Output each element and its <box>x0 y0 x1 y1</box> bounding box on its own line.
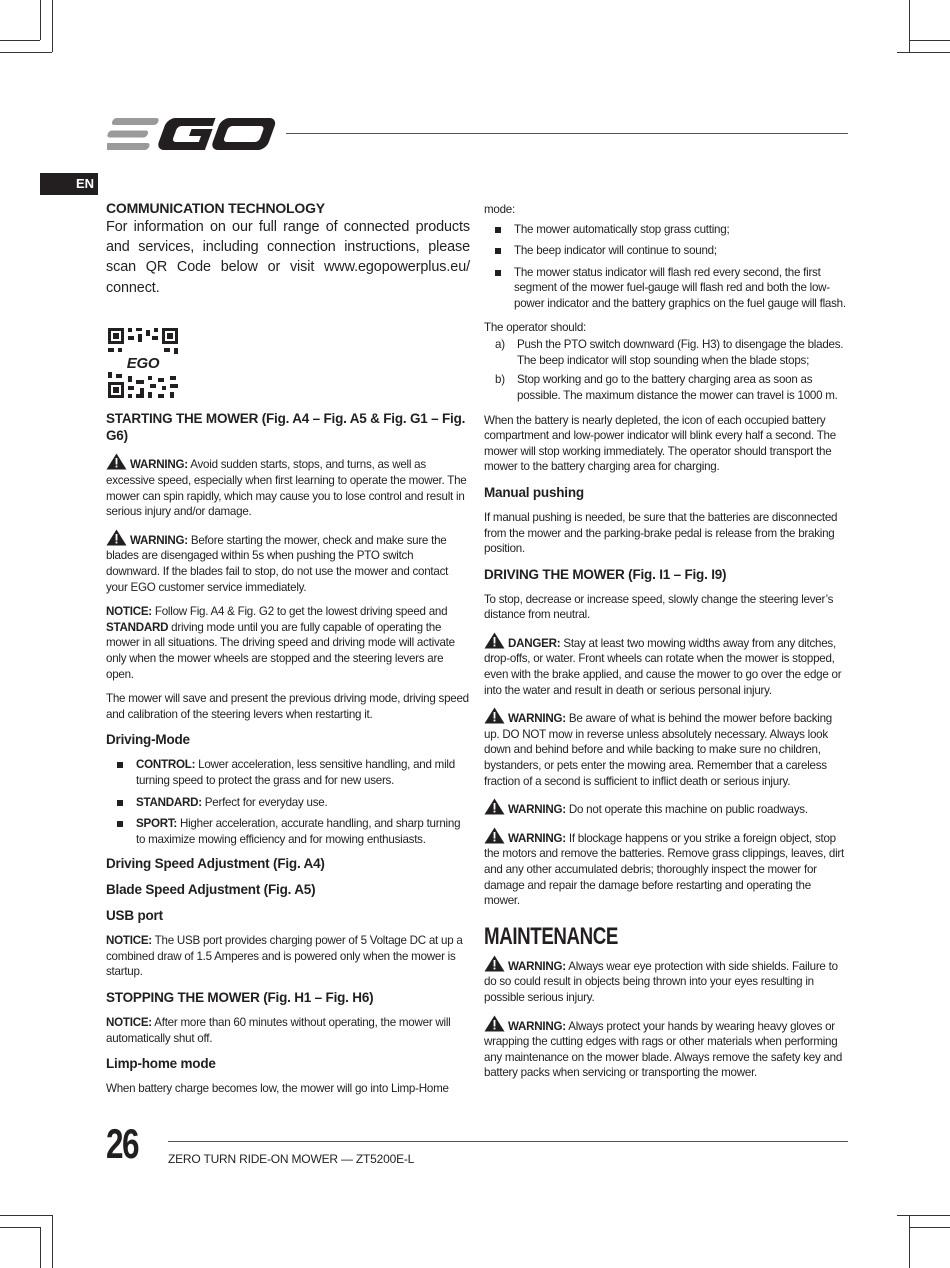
list-item: The mower automatically stop grass cutting; <box>484 222 848 238</box>
crop-mark <box>0 1215 52 1216</box>
crop-mark <box>897 1215 950 1216</box>
notice-text: driving mode until you are fully capable of operating the mower in all situations. The driving speed and driving mode will activate only when the mower wheels are stopped and the steering levers are open. <box>106 620 455 681</box>
warning-label: WARNING: <box>130 458 188 472</box>
list-item <box>106 757 470 788</box>
left-column <box>106 200 470 1106</box>
notice-label: NOTICE: <box>106 605 152 619</box>
driving-mode-list <box>106 757 470 847</box>
crop-mark <box>0 40 40 41</box>
drive-speed-heading: Driving Speed Adjustment (Fig. A4) <box>106 856 325 872</box>
qr-code <box>106 326 180 400</box>
crop-mark <box>909 1227 950 1228</box>
driving-text: To stop, decrease or increase speed, slowly change the steering lever’s distance from neutral. <box>484 592 834 622</box>
warning-label: WARNING: <box>508 1019 566 1033</box>
warning-label: WARNING: <box>130 533 188 547</box>
danger-label: DANGER: <box>508 636 561 650</box>
danger-text: Stay at least two mowing widths away from any ditches, drop-offs, or water. Front wheels can rotate when the mower is stopped, even with the brake applied, and cause the mower to go over the edge or into the water and result in death or serious personal injury. <box>484 636 842 697</box>
step-marker: a) <box>495 338 505 352</box>
right-column <box>484 202 848 1090</box>
usb-heading: USB port <box>106 908 163 924</box>
page-number: 26 <box>106 1120 139 1167</box>
warning-label: WARNING: <box>508 712 566 726</box>
blade-speed-heading: Blade Speed Adjustment (Fig. A5) <box>106 882 316 898</box>
warning-triangle-icon <box>484 1015 505 1032</box>
warning-triangle-icon <box>484 798 505 815</box>
crop-mark <box>909 0 910 52</box>
driving-heading: DRIVING THE MOWER (Fig. I1 – Fig. I9) <box>484 566 727 582</box>
warning-label: WARNING: <box>508 831 566 845</box>
notice-label: NOTICE: <box>106 1016 152 1030</box>
warning-triangle-icon <box>484 827 505 844</box>
warning-label: WARNING: <box>508 803 566 817</box>
mode-text: Higher acceleration, accurate handling, and sharp turning to maximize mowing efficiency and for mowing enthusiasts. <box>136 817 461 846</box>
notice-text: The USB port provides charging power of 5 Voltage DC at up a combined draw of 1.5 Amperes and is powered only when the mower is startup. <box>106 934 463 979</box>
warning-text: If blockage happens or you strike a foreign object, stop the motors and remove the batteries. Remove grass clippings, leaves, dirt and any other accumulated debris; thoroughly inspect the mower for damage and repair the damage before restarting and operating the mower. <box>484 831 845 908</box>
warning-text: Do not operate this machine on public roadways. <box>565 803 808 817</box>
notice-paragraph <box>106 933 470 980</box>
warning-paragraph <box>484 798 848 818</box>
ego-logo <box>107 114 277 154</box>
manual-heading: Manual pushing <box>484 484 584 500</box>
list-item: The beep indicator will continue to sound; <box>484 243 848 259</box>
notice-paragraph <box>106 604 470 682</box>
warning-paragraph <box>484 827 848 909</box>
manual-text: If manual pushing is needed, be sure that the batteries are disconnected from the mower and the parking-brake pedal is release from the braking position. <box>484 510 838 556</box>
mode-label: STANDARD: <box>136 795 202 809</box>
warning-text: Always wear eye protection with side shields. Failure to do so could result in objects being thrown into your eyes resulting in possible serious injury. <box>484 959 838 1004</box>
warning-text: Avoid sudden starts, stops, and turns, as well as excessive speed, especially when first learning to operate the mower. The mower can spin rapidly, which may cause you to lose control and result in serious injury and/or damage. <box>106 458 467 519</box>
step-text: Push the PTO switch downward (Fig. H3) to disengage the blades. The beep indicator will stop sounding when the blade stops; <box>517 338 844 367</box>
crop-mark <box>40 1227 41 1268</box>
warning-text: Always protect your hands by wearing heavy gloves or wrapping the cutting edges with rags or other materials when performing any maintenance on the mower blade. Always remove the safety key and battery packs when servicing or transporting the mower. <box>484 1019 843 1080</box>
warning-triangle-icon <box>484 955 505 972</box>
crop-mark <box>909 1215 910 1268</box>
driving-mode-heading: Driving-Mode <box>106 732 190 748</box>
limp-text: When battery charge becomes low, the mower will go into Limp-Home <box>106 1082 449 1096</box>
operator-should: The operator should: <box>484 320 586 334</box>
notice-text: Follow Fig. A4 & Fig. G2 to get the lowest driving speed and <box>151 605 448 619</box>
footer-rule <box>168 1141 848 1142</box>
maintenance-heading: MAINTENANCE <box>484 922 619 950</box>
mode-cont: mode: <box>484 203 515 216</box>
notice-label: NOTICE: <box>106 934 152 948</box>
mode-label: SPORT: <box>136 817 178 831</box>
crop-mark <box>52 0 53 52</box>
warning-paragraph <box>484 955 848 1006</box>
stopping-heading: STOPPING THE MOWER (Fig. H1 – Fig. H6) <box>106 990 374 1006</box>
mode-label: CONTROL: <box>136 758 196 772</box>
warning-text: Be aware of what is behind the mower before backing up. DO NOT mow in reverse unless absolutely necessary. Always look down and behind before and while backing to make sure no children, bystanders, or pets enter the mowing area. Remember that a careless fraction of a second is sufficient to inflict death or serious injury. <box>484 712 832 788</box>
depleted-text: When the battery is nearly depleted, the icon of each occupied battery compartment and low-power indicator will blink every half a second. The mower will stop working immediately. The operator should transport the mower to the battery charging area for charging. <box>484 413 836 474</box>
warning-label: WARNING: <box>508 959 566 973</box>
warning-triangle-icon <box>484 707 505 724</box>
crop-mark <box>909 40 950 41</box>
warning-paragraph <box>484 1015 848 1081</box>
step-marker: b) <box>495 373 505 387</box>
danger-paragraph <box>484 632 848 698</box>
warning-text: Before starting the mower, check and make sure the blades are disengaged within 5s when pushing the PTO switch downward. If the blades fail to stop, do not use the mower and contact your EGO customer service immediately. <box>106 533 449 594</box>
list-item: The mower status indicator will flash red every second, the first segment of the mower fuel-gauge will flash red and both the low-power indicator and the battery graphics on the fuel gauge will flash. <box>484 265 848 312</box>
notice-text: After more than 60 minutes without operating, the mower will automatically shut off. <box>106 1016 451 1045</box>
crop-mark <box>0 52 52 53</box>
crop-mark <box>0 1227 40 1228</box>
mode-text: Perfect for everyday use. <box>201 795 328 809</box>
limp-list <box>484 222 848 312</box>
list-item <box>484 337 848 368</box>
save-paragraph: The mower will save and present the previous driving mode, driving speed and calibration of the steering levers when restarting it. <box>106 692 469 721</box>
warning-triangle-icon <box>106 453 127 470</box>
notice-standard: STANDARD <box>106 620 169 634</box>
warning-paragraph <box>106 453 470 519</box>
language-tab: EN <box>40 173 98 195</box>
limp-heading: Limp-home mode <box>106 1056 216 1072</box>
comm-text: For information on our full range of connected products and services, including connection instructions, please scan QR Code below or visit www.egopowerplus.eu/ connect. <box>106 219 470 296</box>
warning-paragraph <box>106 529 470 595</box>
crop-mark <box>52 1215 53 1268</box>
list-item <box>106 795 470 811</box>
step-text: Stop working and go to the battery charging area as soon as possible. The maximum distance the mower can travel is 1000 m. <box>517 373 838 402</box>
header-rule <box>286 133 848 134</box>
list-item <box>106 816 470 847</box>
starting-heading: STARTING THE MOWER (Fig. A4 – Fig. A5 & Fig. G1 – Fig. G6) <box>106 411 466 444</box>
comm-heading: COMMUNICATION TECHNOLOGY <box>106 200 325 216</box>
qr-ego-text: EGO <box>126 354 160 372</box>
warning-triangle-icon <box>484 632 505 649</box>
warning-triangle-icon <box>106 529 127 546</box>
footer-product: ZERO TURN RIDE-ON MOWER — ZT5200E-L <box>168 1152 415 1166</box>
mode-text: Lower acceleration, less sensitive handling, and mild turning speed to protect the grass and for new users. <box>136 758 455 787</box>
crop-mark <box>897 52 950 53</box>
warning-paragraph <box>484 707 848 789</box>
operator-steps <box>484 337 848 403</box>
notice-paragraph <box>106 1015 470 1046</box>
list-item <box>484 372 848 403</box>
crop-mark <box>40 0 41 40</box>
